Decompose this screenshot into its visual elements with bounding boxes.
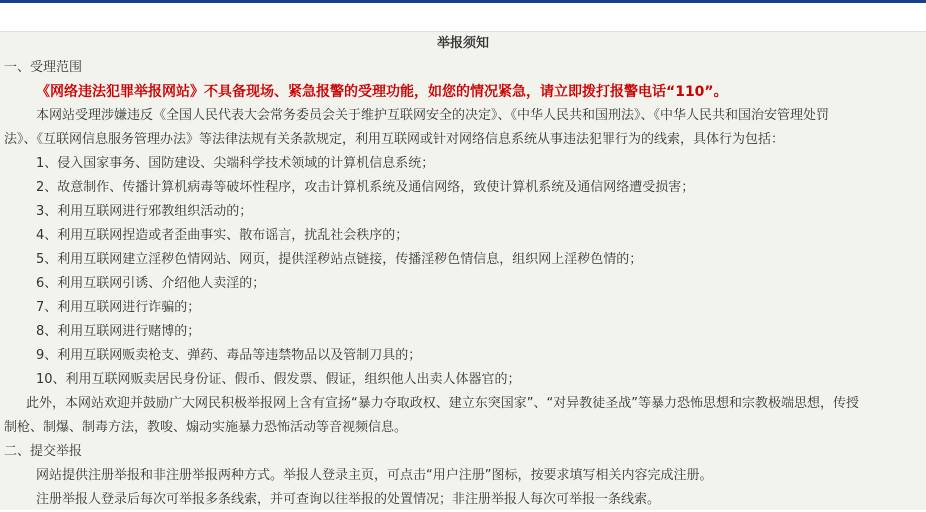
list-item: 9、利用互联网贩卖枪支、弹药、毒品等违禁物品以及管制刀具的； (36, 348, 422, 363)
scope-intro-line-2: 法》、《互联网信息服务管理办法》等法律法规有关条款规定，利用互联网或针对网络信息系统从事违法犯罪行为的线索，具体行为包括： (4, 132, 785, 147)
list-item: 3、利用互联网进行邪教组织活动的； (36, 204, 253, 219)
notice-title: 举报须知 (436, 36, 489, 51)
submit-line-1: 网站提供注册举报和非注册举报两种方式。举报人登录主页，可点击“用户注册”图标，按要求填写相关内容完成注册。 (36, 468, 713, 483)
extra-notice-line-1: 此外，本网站欢迎并鼓励广大网民积极举报网上含有宣扬“暴力夺取政权、建立东突国家”、“对异教徒圣战”等暴力恐怖思想和宗教极端思想，传授 (26, 396, 859, 411)
notice-panel (0, 31, 926, 510)
section-heading-submit: 二、提交举报 (4, 444, 83, 459)
header-area (0, 3, 926, 31)
list-item: 10、利用互联网贩卖居民身份证、假币、假发票、假证，组织他人出卖人体器官的； (36, 372, 521, 387)
list-item: 7、利用互联网进行诈骗的； (36, 300, 201, 315)
list-item: 4、利用互联网捏造或者歪曲事实、散布谣言，扰乱社会秩序的； (36, 228, 409, 243)
list-item: 1、侵入国家事务、国防建设、尖端科学技术领域的计算机信息系统； (36, 156, 435, 171)
emergency-warning: 《网络违法犯罪举报网站》不具备现场、紧急报警的受理功能，如您的情况紧急，请立即拨打报警电话“110”。 (36, 84, 728, 100)
list-item: 2、故意制作、传播计算机病毒等破坏性程序，攻击计算机系统及通信网络，致使计算机系统及通信网络遭受损害； (36, 180, 695, 195)
list-item: 5、利用互联网建立淫秽色情网站、网页，提供淫秽站点链接，传播淫秽色情信息，组织网上淫秽色情的； (36, 252, 643, 267)
list-item: 8、利用互联网进行赌博的； (36, 324, 201, 339)
scope-intro-line-1: 本网站受理涉嫌违反《全国人民代表大会常务委员会关于维护互联网安全的决定》、《中华人民共和国刑法》、《中华人民共和国治安管理处罚 (36, 108, 830, 123)
extra-notice-line-2: 制枪、制爆、制毒方法，教唆、煽动实施暴力恐怖活动等音视频信息。 (4, 420, 408, 435)
submit-line-2: 注册举报人登录后每次可举报多条线索，并可查询以往举报的处置情况；非注册举报人每次可举报一条线索。 (36, 492, 661, 507)
section-heading-scope: 一、受理范围 (4, 60, 83, 75)
list-item: 6、利用互联网引诱、介绍他人卖淫的； (36, 276, 266, 291)
